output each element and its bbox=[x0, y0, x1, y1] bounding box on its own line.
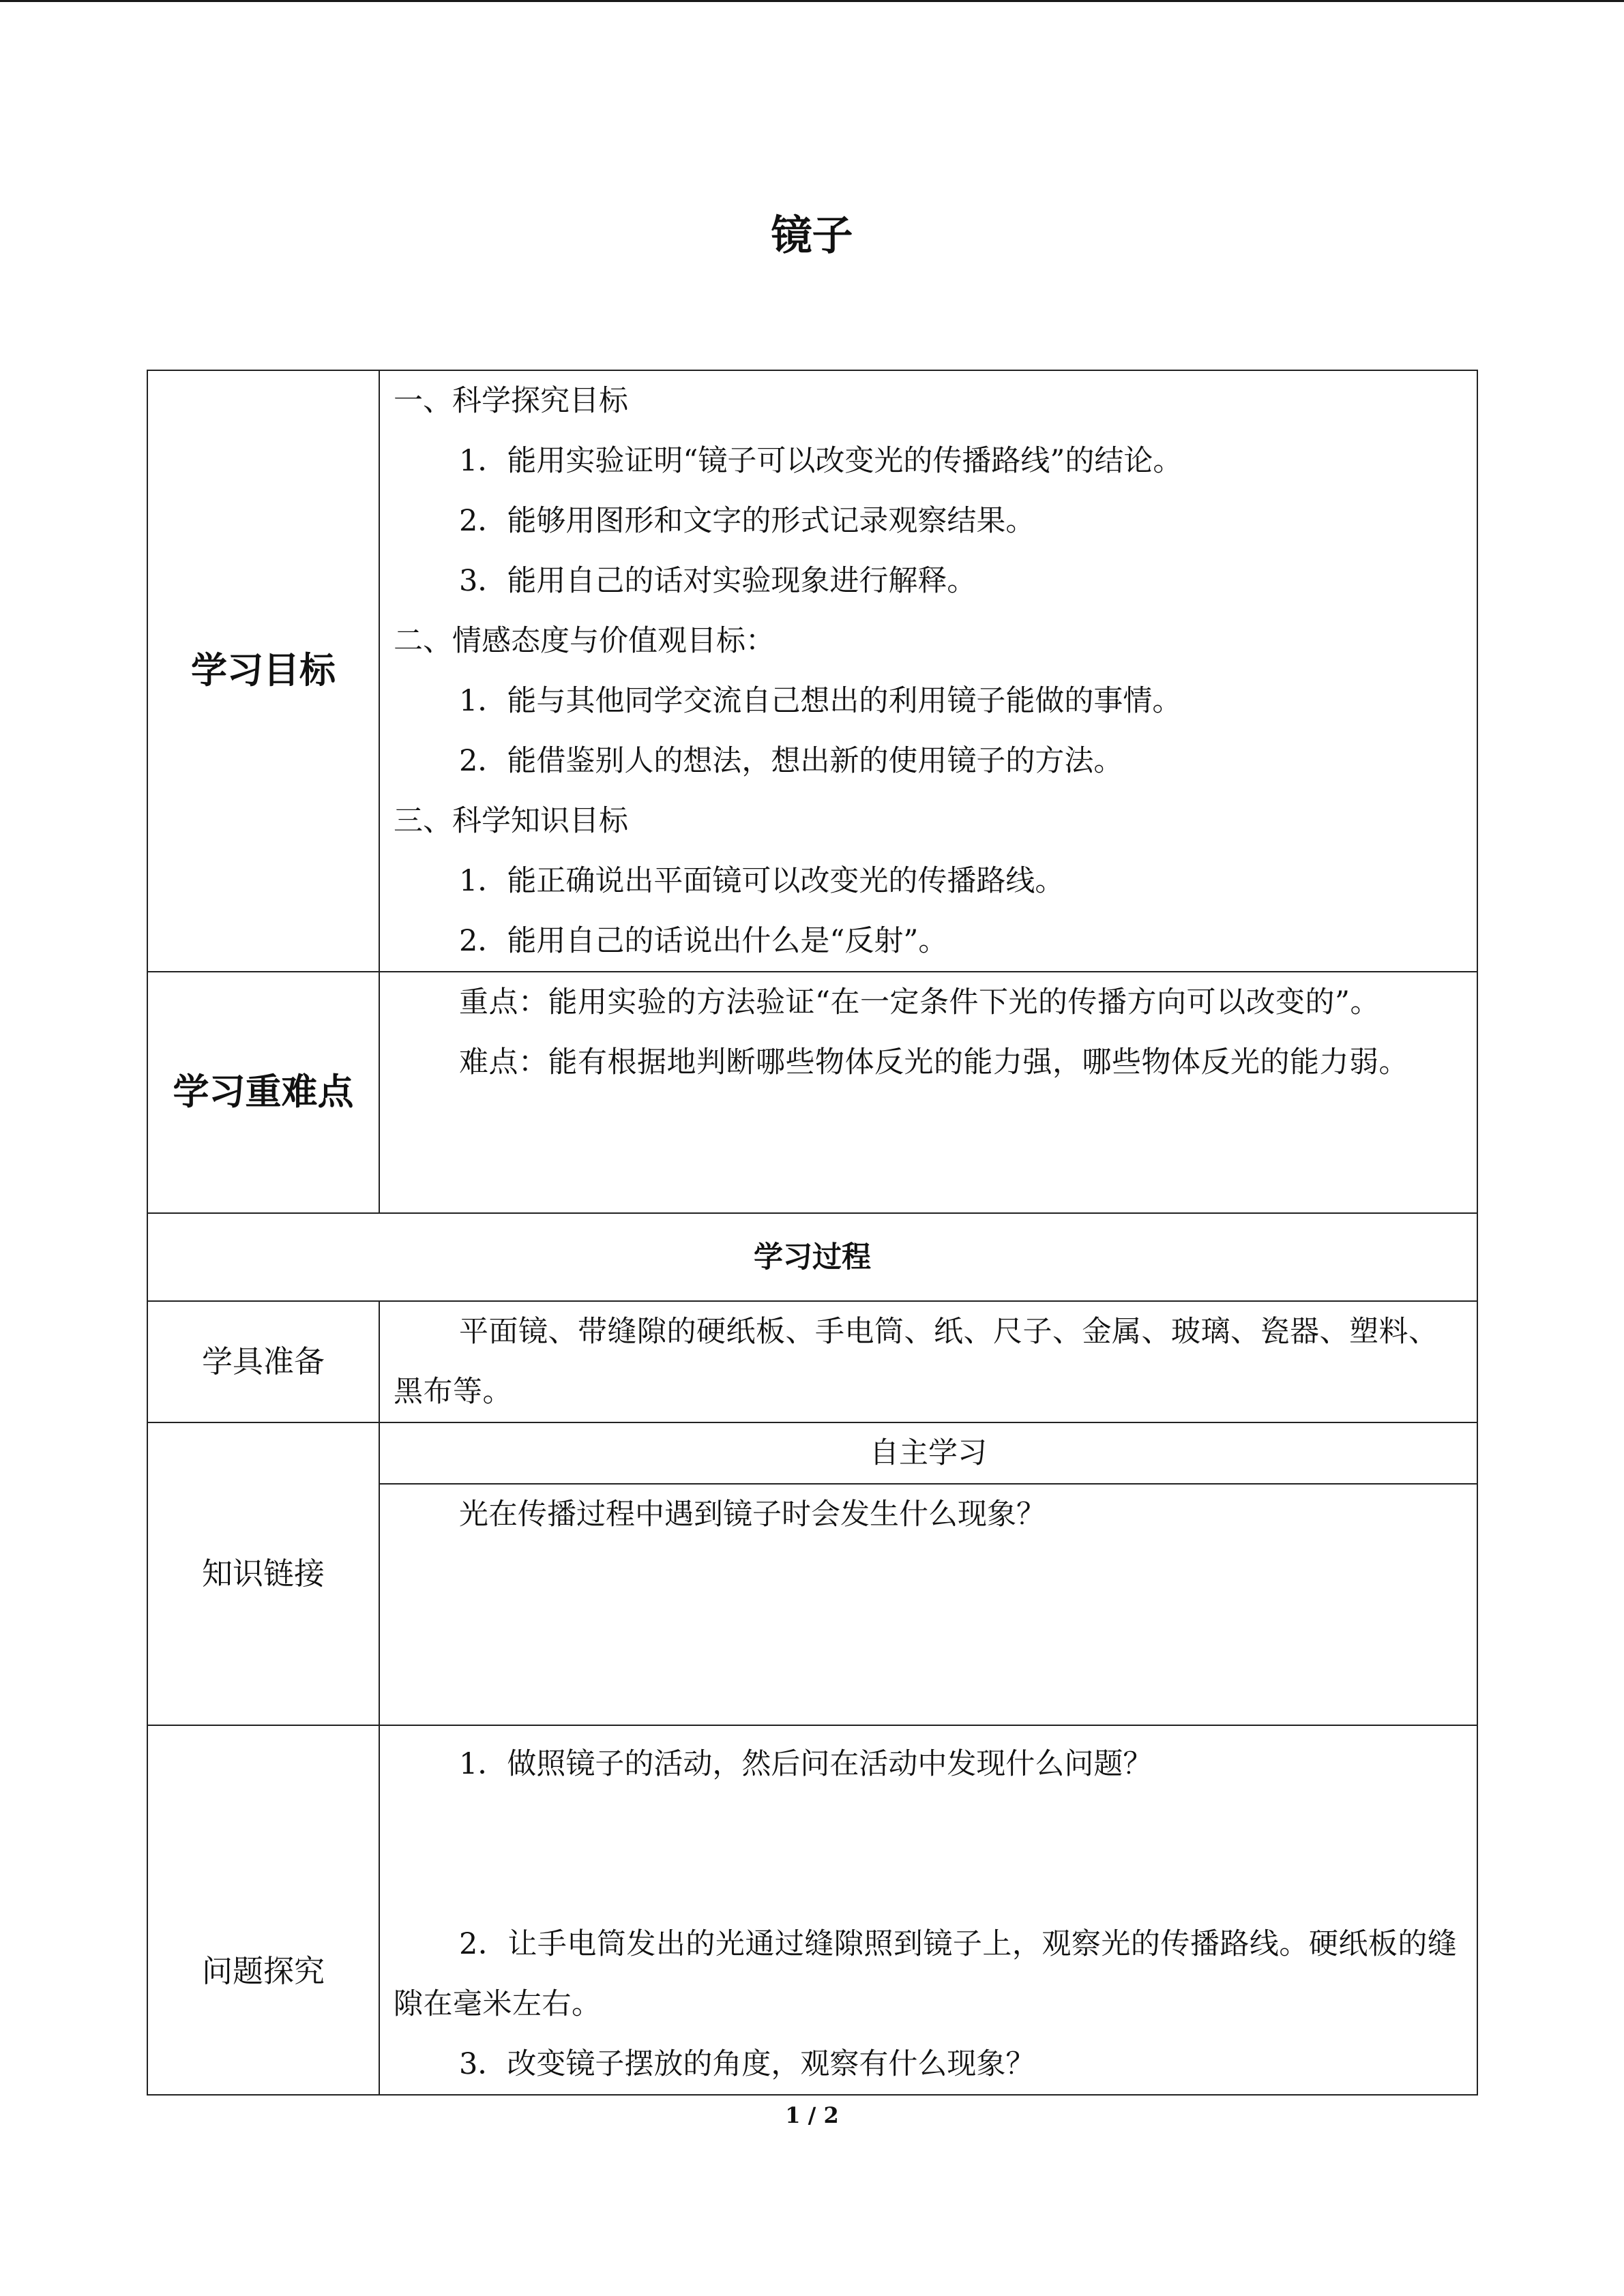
objective-item: 1．能正确说出平面镜可以改变光的传播路线。 bbox=[459, 864, 1065, 898]
process-title: 学习过程 bbox=[147, 1213, 1477, 1301]
materials-row bbox=[147, 1301, 1477, 1422]
page-number: 1 / 2 bbox=[785, 2102, 839, 2128]
materials-label: 学具准备 bbox=[147, 1301, 379, 1422]
objective-heading-2: 二、情感态度与价值观目标： bbox=[394, 624, 775, 658]
inquiry-question-2: 2．让手电筒发出的光通过缝隙照到镜子上，观察光的传播路线。硬纸板的缝隙在毫米左右。 bbox=[394, 1927, 1458, 2021]
knowledge-label: 知识链接 bbox=[147, 1422, 379, 1725]
key-point-text: 重点：能用实验的方法验证“在一定条件下光的传播方向可以改变的”。 bbox=[459, 985, 1380, 1019]
lesson-table bbox=[147, 370, 1478, 2096]
difficulty-text: 难点：能有根据地判断哪些物体反光的能力强，哪些物体反光的能力弱。 bbox=[459, 1045, 1408, 1079]
page-top-border bbox=[0, 0, 1624, 2]
document-title: 镜子 bbox=[771, 212, 853, 260]
key-points-label: 学习重难点 bbox=[147, 972, 379, 1213]
objectives-content bbox=[379, 370, 1477, 972]
inquiry-question-1: 1．做照镜子的活动，然后问在活动中发现什么问题？ bbox=[459, 1747, 1153, 1781]
knowledge-subheader-row bbox=[147, 1422, 1477, 1484]
inquiry-row bbox=[147, 1725, 1477, 2095]
process-row bbox=[147, 1213, 1477, 1301]
objective-heading-3: 三、科学知识目标 bbox=[394, 804, 628, 838]
objectives-label: 学习目标 bbox=[147, 370, 379, 972]
objective-item: 2．能够用图形和文字的形式记录观察结果。 bbox=[459, 504, 1035, 538]
materials-text: 平面镜、带缝隙的硬纸板、手电筒、纸、尺子、金属、玻璃、瓷器、塑料、黑布等。 bbox=[394, 1315, 1438, 1409]
knowledge-question: 光在传播过程中遇到镜子时会发生什么现象？ bbox=[459, 1497, 1046, 1532]
objective-item: 3．能用自己的话对实验现象进行解释。 bbox=[459, 564, 977, 598]
self-study-header: 自主学习 bbox=[379, 1422, 1477, 1484]
key-points-content bbox=[379, 972, 1477, 1213]
objective-heading-1: 一、科学探究目标 bbox=[394, 384, 628, 418]
objective-item: 1．能用实验证明“镜子可以改变光的传播路线”的结论。 bbox=[459, 444, 1183, 478]
objective-item: 2．能用自己的话说出什么是“反射”。 bbox=[459, 924, 948, 958]
objectives-row bbox=[147, 370, 1477, 972]
objective-item: 1．能与其他同学交流自己想出的利用镜子能做的事情。 bbox=[459, 684, 1182, 718]
materials-content bbox=[379, 1301, 1477, 1422]
inquiry-question-3: 3．改变镜子摆放的角度，观察有什么现象？ bbox=[459, 2047, 1035, 2081]
answer-space bbox=[394, 1794, 1463, 1914]
inquiry-label: 问题探究 bbox=[147, 1725, 379, 2095]
key-points-row bbox=[147, 972, 1477, 1213]
inquiry-content bbox=[379, 1725, 1477, 2095]
knowledge-content bbox=[379, 1484, 1477, 1725]
objective-item: 2．能借鉴别人的想法，想出新的使用镜子的方法。 bbox=[459, 744, 1123, 778]
